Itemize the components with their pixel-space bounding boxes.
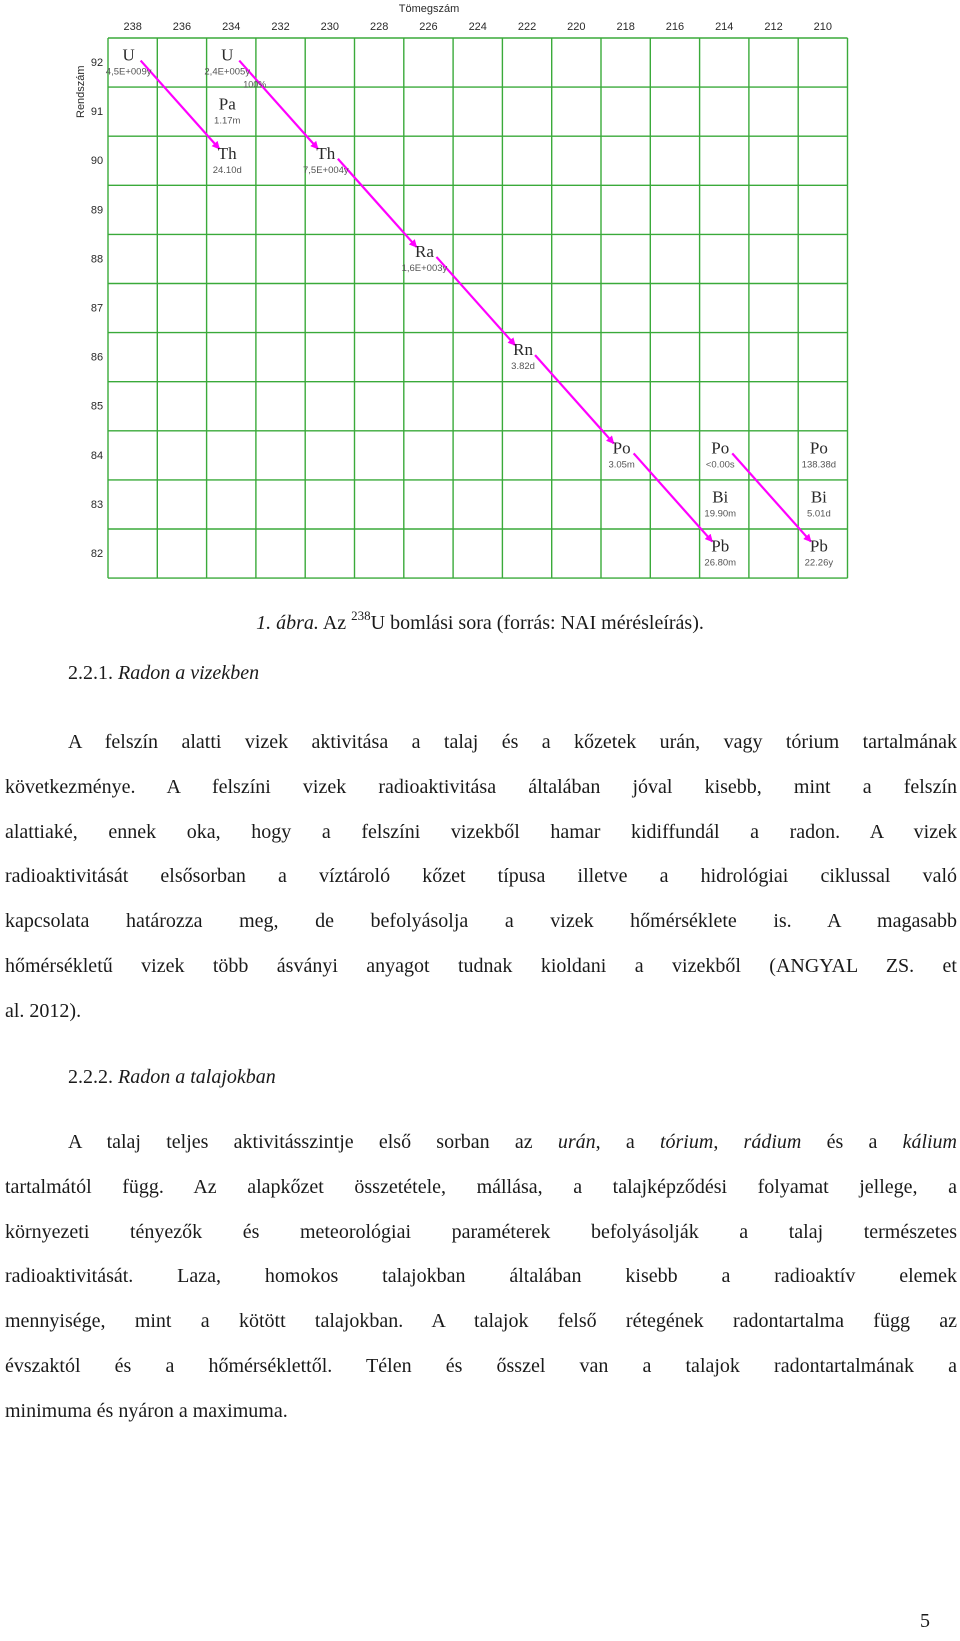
para-line: tartalmától függ. Az alapkőzet összetétele, mállása, a talajképződési folyamat jellege, a [5,1175,957,1198]
caption-prefix: 1. ábra. [256,612,319,634]
nuclide-halflife: 5.01d [806,508,831,520]
para-line: al. 2012). [5,999,82,1022]
nuclide-halflife: 1.17m [214,115,241,127]
mass-tick-label: 214 [715,21,734,33]
mass-tick-label: 234 [222,21,241,33]
charge-tick-label: 83 [90,498,104,511]
text-run: , a [595,1131,660,1153]
charge-tick-label: 89 [90,204,104,217]
nuclide-bi-214 [704,487,736,519]
nuclide-halflife: 19.90m [704,508,737,520]
charge-axis-title: Rendszám [75,65,87,118]
nuclide-symbol: Rn [513,340,533,360]
charge-tick-label: 91 [90,106,104,119]
decay-chain-figure [60,0,900,605]
nuclide-symbol: U [122,45,135,65]
nuclide-bi-210 [807,487,831,519]
section-heading-2 [68,1066,276,1089]
element-rádium: rádium [743,1131,802,1153]
nuclide-symbol: Bi [810,487,827,507]
para-line: hőmérsékletű vizek több ásványi anyagot tudnak kioldani a vizekből (ANGYAL ZS. et [5,954,957,977]
element-urán: urán [557,1131,596,1153]
branch-percent-label: 100% [243,79,267,90]
nuclide-th-230 [303,144,349,176]
nuclide-symbol: Pa [218,94,236,114]
nuclide-pa-234 [214,95,240,127]
nuclide-th-234 [213,144,242,176]
text-run: A talaj teljes aktivitásszintje első sorban az [68,1131,558,1153]
para-line: minimuma és nyáron a maximuma. [5,1399,288,1422]
nuclide-halflife: 1,6E+003y [401,262,448,274]
mass-tick-label: 222 [517,21,537,33]
mass-tick-label: 224 [468,21,487,33]
charge-tick-label: 85 [90,400,104,413]
charge-tick-label: 86 [90,351,104,364]
charge-tick-label: 90 [90,155,104,168]
nuclide-po-214 [706,438,735,470]
mass-tick-label: 236 [172,21,192,33]
nuclide-pb-214 [704,537,736,569]
charge-tick-label: 88 [90,253,104,266]
charge-tick-label: 84 [90,449,104,462]
mass-tick-label: 232 [271,21,290,33]
nuclide-ra-226 [402,242,448,274]
nuclide-rn-222 [511,340,535,372]
nuclide-u-234 [204,46,250,78]
mass-tick-label: 230 [320,21,340,33]
para-line: radioaktivitását. Laza, homokos talajokban általában kisebb a radioaktív elemek [5,1265,957,1288]
paragraph-soil [5,1120,957,1434]
nuclide-symbol: Ra [415,241,434,261]
para-line: évszaktól és a hőmérséklettől. Télen és ősszel van a talajok radontartalmának a [5,1354,957,1377]
nuclide-pb-210 [805,537,834,569]
nuclide-symbol: Po [809,438,828,458]
figure-caption [0,608,960,635]
nuclide-halflife: 24.10d [212,164,242,176]
nuclide-symbol: U [221,45,234,65]
nuclide-symbol: Pb [809,536,828,556]
para-line: következménye. A felszíni vizek radioaktivitása általában jóval kisebb, mint a felszín [5,775,957,798]
section-number: 2.2.1. [68,662,113,684]
element-kálium: kálium [902,1131,957,1153]
caption-text-before: Az [318,612,352,634]
section-title: Radon a vizekben [118,662,260,684]
nuclide-symbol: Th [217,143,237,163]
nuclide-po-210 [802,438,836,470]
caption-superscript: 238 [351,608,371,623]
nuclide-halflife: 2,4E+005y [204,66,251,78]
mass-axis-title: Tömegszám [398,3,460,15]
para-line: mennyisége, mint a kötött talajokban. A talajok felső rétegének radontartalma függ az [5,1310,957,1333]
nuclide-halflife: 26.80m [704,557,737,569]
nuclide-u-238 [106,46,152,78]
para-line [5,1120,957,1165]
section-title: Radon a talajokban [118,1066,276,1088]
paragraph-water [5,720,957,1034]
section-heading-1 [68,662,259,685]
decay-chart [60,0,900,605]
nuclide-symbol: Th [316,143,336,163]
nuclide-halflife: 4,5E+009y [105,66,152,78]
charge-tick-label: 87 [90,302,104,315]
caption-text-after: U bomlási sora (forrás: NAI mérésleírás). [370,612,704,634]
para-line: A felszín alatti vizek aktivitása a talaj és a kőzetek urán, vagy tórium tartalmának [68,731,957,753]
mass-tick-label: 238 [123,21,142,33]
para-line: kapcsolata határozza meg, de befolyásolja a vizek hőmérséklete is. A magasabb [5,910,957,933]
mass-tick-label: 228 [369,21,389,33]
mass-tick-label: 218 [616,21,635,33]
nuclide-symbol: Po [612,438,631,458]
text-run: és a [801,1131,903,1153]
nuclide-halflife: 138.38d [801,459,837,471]
nuclide-halflife: 7,5E+004y [302,164,349,176]
para-line: alattiaké, ennek oka, hogy a felszíni vizekből hamar kidiffundál a radon. A vizek [5,820,957,843]
mass-tick-label: 210 [813,21,833,33]
para-line: környezeti tényezők és meteorológiai paraméterek befolyásolják a talaj természetes [5,1220,957,1243]
nuclide-po-218 [608,438,634,470]
charge-tick-label: 92 [90,57,104,69]
charge-tick-label: 82 [90,548,104,560]
mass-tick-label: 226 [419,21,438,33]
nuclide-halflife: 3.05m [608,459,635,471]
text-run: , [713,1131,744,1153]
mass-tick-label: 220 [567,21,586,33]
mass-tick-label: 212 [764,21,783,33]
nuclide-symbol: Pb [711,536,730,556]
section-number: 2.2.2. [68,1066,113,1088]
nuclide-halflife: 3.82d [511,361,535,373]
page-number: 5 [920,1610,930,1632]
nuclide-halflife: 22.26y [804,557,834,569]
nuclide-symbol: Bi [712,487,729,507]
element-tórium: tórium [659,1131,714,1153]
para-line: radioaktivitását elsősorban a víztároló kőzet típusa illetve a hidrológiai ciklussal való [5,865,957,888]
nuclide-symbol: Po [711,438,730,458]
mass-tick-label: 216 [665,21,685,33]
nuclide-halflife: <0.00s [705,459,735,471]
